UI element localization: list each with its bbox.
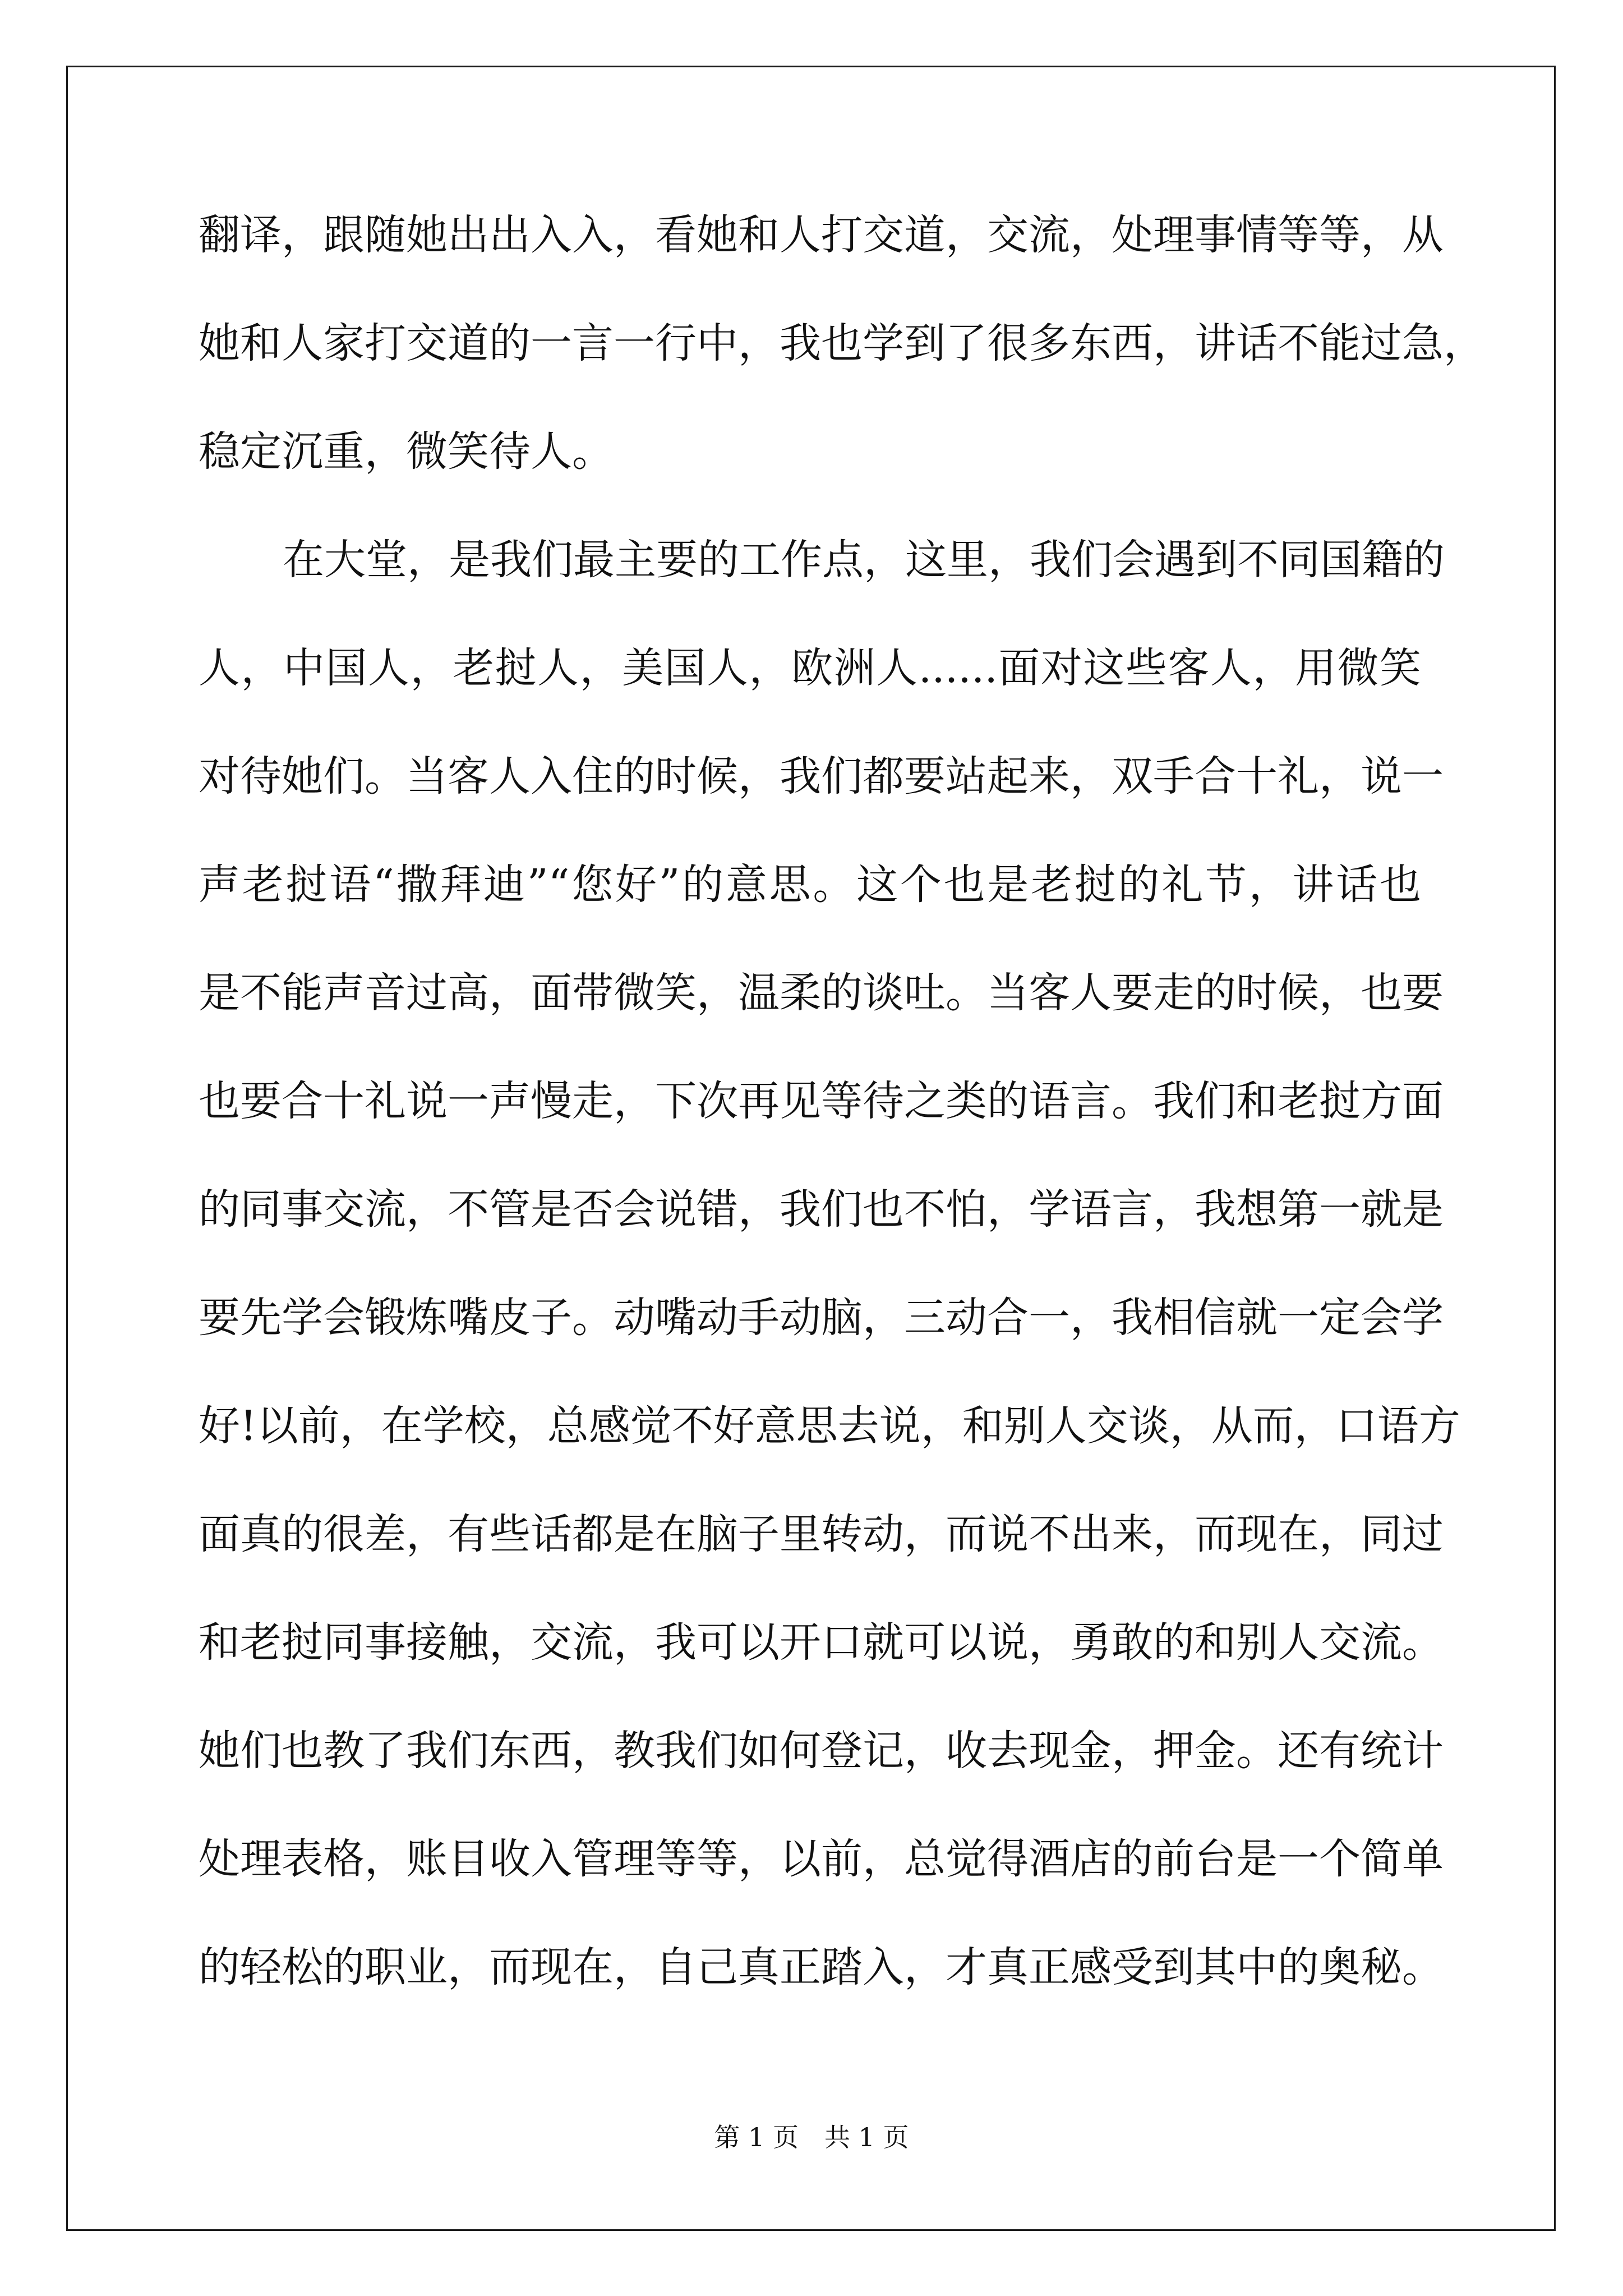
document-body [199,209,1485,2049]
text-line: 翻译，跟随她出出入入，看她和人打交道，交流，处理事情等等，从 [199,211,1444,259]
text-line: 要先学会锻炼嘴皮子。动嘴动手动脑，三动合一，我相信就一定会学 [199,1294,1444,1342]
text-line: 对待她们。当客人入住的时候，我们都要站起来，双手合十礼，说一 [199,752,1444,800]
text-line: 稳定沉重，微笑待人。 [199,427,614,476]
text-line: 在大堂，是我们最主要的工作点，这里，我们会遇到不同国籍的 [283,536,1445,584]
text-line: 声老挝语“撒拜迪”“您好”的意思。这个也是老挝的礼节，讲话也 [199,861,1421,909]
text-line: 面真的很差，有些话都是在脑子里转动，而说不出来，而现在，同过 [199,1510,1444,1558]
text-line: 和老挝同事接触，交流，我可以开口就可以说，勇敢的和别人交流。 [199,1618,1444,1667]
text-line: 是不能声音过高，面带微笑，温柔的谈吐。当客人要走的时候，也要 [199,969,1444,1017]
text-line: 处理表格，账目收入管理等等，以前，总觉得酒店的前台是一个简单 [199,1835,1444,1883]
page-number-footer: 第 1 页 共 1 页 [714,2122,909,2152]
text-line: 人，中国人，老挝人，美国人，欧洲人......面对这些客人，用微笑 [199,644,1421,692]
paragraph-2 [199,533,1460,1994]
text-line: 她和人家打交道的一言一行中，我也学到了很多东西，讲话不能过急， [199,319,1485,367]
text-line: 好!以前，在学校，总感觉不好意思去说，和别人交谈，从而，口语方 [199,1402,1460,1450]
text-line: 也要合十礼说一声慢走，下次再见等待之类的语言。我们和老挝方面 [199,1077,1444,1125]
text-line: 的轻松的职业，而现在，自己真正踏入，才真正感受到其中的奥秘。 [199,1943,1444,1991]
paragraph-1 [199,209,1485,478]
text-line: 的同事交流，不管是否会说错，我们也不怕，学语言，我想第一就是 [199,1185,1444,1234]
text-line: 她们也教了我们东西，教我们如何登记，收去现金，押金。还有统计 [199,1727,1444,1775]
